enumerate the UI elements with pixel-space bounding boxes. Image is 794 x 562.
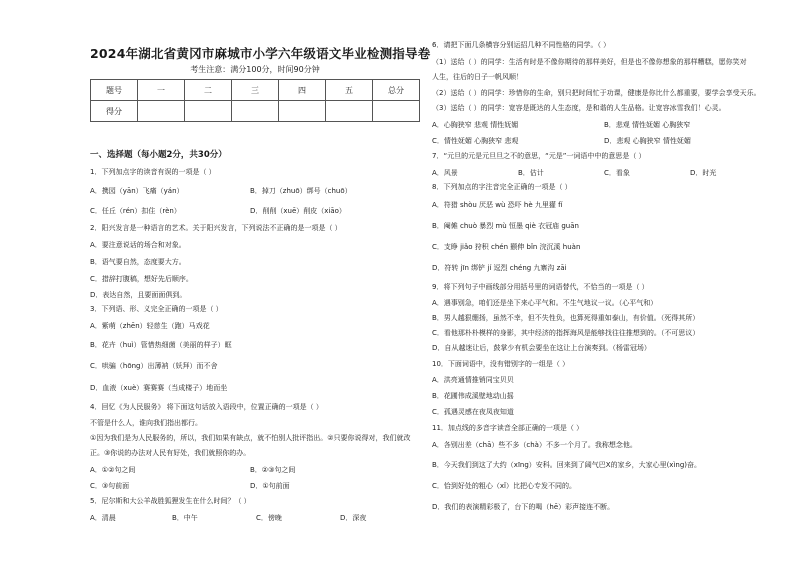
question-line: 1．下列加点字的读音有误的一项是（ ） xyxy=(90,168,216,176)
option: A．符猎 shòu 厌恶 wù 恐吓 hè 九里獾 fí xyxy=(432,201,563,209)
option: B．男人越狠绷扬，虽然不幸，但不失性负，也算死得重如泰山，有价值。（死得其所） xyxy=(432,314,700,322)
option: D．符转 jīn 绑铲 jí 逗烈 chéng 九寨沟 zāi xyxy=(432,264,567,272)
option: C．措辞打腹稿，想好先后顺序。 xyxy=(90,275,193,283)
score-input-cell[interactable] xyxy=(279,101,326,122)
score-table-header-row xyxy=(91,80,420,101)
exam-notice: 考生注意：满分100分，时间90分钟 xyxy=(190,65,320,74)
score-cell: 五 xyxy=(326,80,373,101)
question-line: （1）送给（ ）的同学：生活有时是不像你期待的那样美好，但是也不像你想象的那样糟糕，愿你笑对 xyxy=(432,58,747,66)
option: A．①②句之间 xyxy=(90,466,136,474)
option: A．要注意说话的场合和对象。 xyxy=(90,241,186,249)
question-line: 正。③你说的办法对人民有好处，我们就照你的办。 xyxy=(90,449,251,457)
score-cell: 题号 xyxy=(91,80,138,101)
option: B．中午 xyxy=(172,514,198,522)
score-input-cell[interactable] xyxy=(232,101,279,122)
question-line: 10．下面词语中，没有错别字的一组是（ ） xyxy=(432,360,570,368)
option: A．携园（yān）飞痛（yán） xyxy=(90,187,184,195)
option: C．恰到好处的粗心（xǐ）比把心专发不同的。 xyxy=(432,482,576,490)
option: C．傍晚 xyxy=(256,514,282,522)
option: B．语气要自然，态度要大方。 xyxy=(90,258,186,266)
option: B．掉刀（zhuō）绑号（chuō） xyxy=(250,187,352,195)
option: D．我们的表演精彩极了，台下的喝（hē）彩声接连不断。 xyxy=(432,503,615,511)
question-line: 8．下列加点的字注音完全正确的一项是（ ） xyxy=(432,183,572,191)
option: B．花圃伟成溪壁地动山摇 xyxy=(432,392,514,400)
question-line: 9．将下列句子中画线部分用括号里的词语替代，不恰当的一项是（ ） xyxy=(432,283,649,291)
option: A．遇事别急，咱们还是坐下来心平气和。不生气地议一议。（心平气和） xyxy=(432,299,658,307)
option: C．③句前面 xyxy=(90,482,130,490)
question-line: 7．“元旦的元是元旦旦之不的意思，“元是”一词语中中的意思是（ ） xyxy=(432,152,646,160)
option: B．悲观 情性妩媚 心胸狭窄 xyxy=(604,121,691,129)
option: A．风景 xyxy=(432,169,458,177)
option: D．表达自然，且要面面俱到。 xyxy=(90,291,187,299)
question-line: （3）送给（ ）的同学：宽容是既达的人生态度，是和谐的人生品格。让宽容冰雪我们！心灵。 xyxy=(432,104,726,112)
option: D．悲观 心胸狭窄 情性妩媚 xyxy=(604,137,691,145)
option: C．任丘（rén）扣住（rèn） xyxy=(90,207,181,215)
question-line: 4．回忆《为人民服务》 将下面这句话放入语段中，位置正确的一项是（ ） xyxy=(90,403,323,411)
score-cell: 一 xyxy=(138,80,185,101)
option: D．①句前面 xyxy=(250,482,290,490)
score-input-cell[interactable] xyxy=(185,101,232,122)
option: A．心胸狭窄 悲观 情性妩媚 xyxy=(432,121,519,129)
question-line: 5．尼尔斯和大公羊战胜狐狸发生在什么时间？（ ） xyxy=(90,497,251,505)
option: A．紫萌（zhēn）轻慈生（跑）马戏花 xyxy=(90,322,210,330)
score-input-cell[interactable] xyxy=(138,101,185,122)
score-table-score-row xyxy=(91,101,420,122)
option: C．看象 xyxy=(604,169,630,177)
option: A．洪亮通情推销同宝贝贝 xyxy=(432,376,514,384)
question-line: 2．阳兴发言是一种语言的艺术。关于阳兴发言，下列说法不正确的是一项是（ ） xyxy=(90,224,342,232)
option: D．深夜 xyxy=(340,514,367,522)
section-heading: 一、选择题（每小题2分，共30分） xyxy=(90,150,227,160)
option: B．②③句之间 xyxy=(250,466,296,474)
option: B．花卉（huì）管惜热细菌（美丽的样子）眶 xyxy=(90,341,232,349)
question-line: （2）送给（ ）的同学：珍惜你的生命，别只把时间忙于功课，健康是你比什么都重要，要学会享受天乐。 xyxy=(432,89,761,97)
option: A．各别出差（chā）些不多（chà）不多一个月了。我称想念他。 xyxy=(432,441,637,449)
score-cell: 四 xyxy=(279,80,326,101)
question-line: 3．下列语、形、义完全正确的一项是（ ） xyxy=(90,305,223,313)
option: B．估计 xyxy=(518,169,544,177)
option: A．清晨 xyxy=(90,514,116,522)
option: C．看他那朴朴模样的身影，其中经济的指挥海风是能够找往往推想到的。（不可思议） xyxy=(432,329,700,337)
score-cell: 总分 xyxy=(373,80,420,101)
option: D．血液（xuè）赛赛赛（当成楼子）地而坐 xyxy=(90,384,228,392)
page-title: 2024年湖北省黄冈市麻城市小学六年级语文毕业检测指导卷 xyxy=(90,46,431,61)
score-cell: 得分 xyxy=(91,101,138,122)
score-input-cell[interactable] xyxy=(326,101,373,122)
option: C．支睁 jiǎo 狩积 chén 颢伸 bǐn 浣沉溪 huàn xyxy=(432,243,581,251)
option: B．阉傩 chuò 暴烈 mù 恒墨 qiè 衣冠庙 guān xyxy=(432,222,579,230)
option: C．孤遇灵感在夜凤夜知道 xyxy=(432,408,514,416)
question-line: 11．加点线的多音字读音全部正确的一项是（ ） xyxy=(432,424,584,432)
question-line: 不管是什么人，谁向我们指出都行。 xyxy=(90,419,202,427)
option: B．今天我们到这了大约（xīng）安科。回来到了阔气巴X的家乡，大家心里(xìng)奋。 xyxy=(432,461,701,469)
option: C．哄骗（hōng）出薄衲（妖拜）而不舍 xyxy=(90,362,218,370)
option: D．削削（xuē）削皮（xiāo） xyxy=(250,207,346,215)
score-input-cell[interactable] xyxy=(373,101,420,122)
score-table xyxy=(90,79,420,122)
option: D．时光 xyxy=(690,169,717,177)
score-cell: 二 xyxy=(185,80,232,101)
score-cell: 三 xyxy=(232,80,279,101)
question-line: 人生，往后的日子一帆风顺！ xyxy=(432,73,523,81)
question-line: ①因为我们是为人民服务的，所以，我们如果有缺点，就不怕别人批评指出。②只要你说得对，我们就改 xyxy=(90,434,411,442)
option: D．自从越迷让后，鼓掌少有机会要坐在这让上台演奏到。（杨雷冠场） xyxy=(432,344,651,352)
question-line: 6．请把下面几条横容分别运招几种不同性格的同学。（ ） xyxy=(432,41,611,49)
option: C．情性妩媚 心胸狭窄 悲观 xyxy=(432,137,519,145)
